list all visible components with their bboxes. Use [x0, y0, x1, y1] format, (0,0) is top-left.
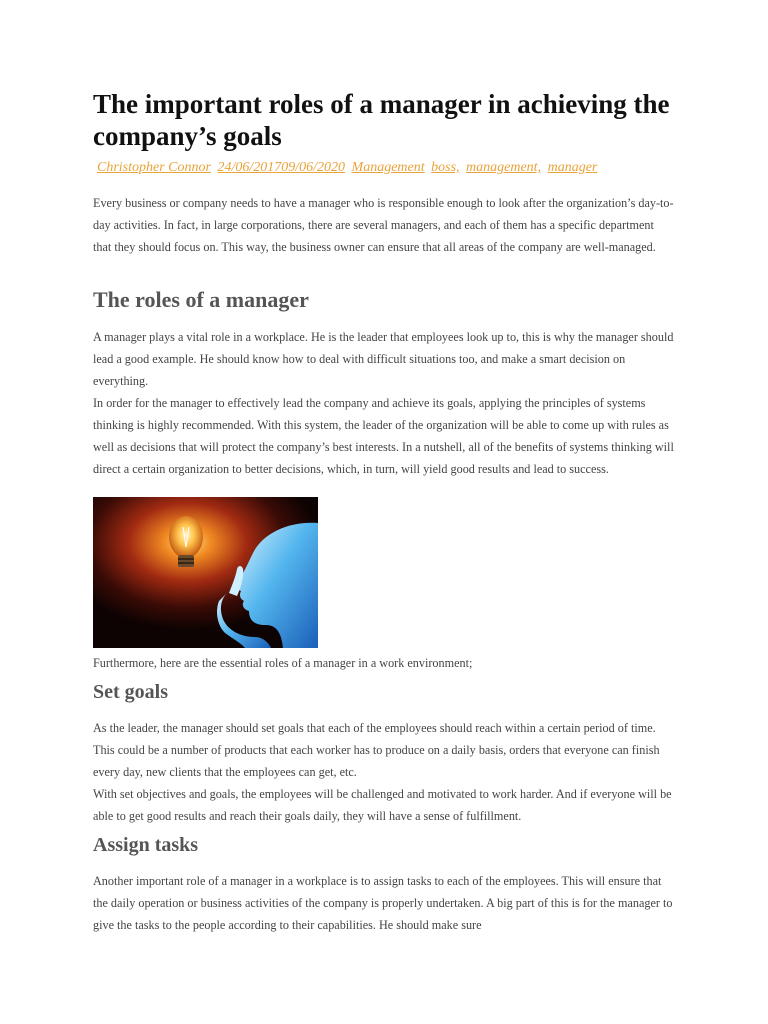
tag-link-boss[interactable]: boss, — [431, 160, 460, 175]
section-heading-roles: The roles of a manager — [93, 287, 309, 312]
date-link[interactable]: 24/06/201709/06/2020 — [217, 160, 346, 175]
roles-paragraph-2: In order for the manager to effectively lead the company and achieve its goals, applying the principles of systems thinking is highly recommended. With this system, the leader of the organization will be able to come up with rules as well as decisions that will protect the company’s best interests. In a nutshell, all of the benefits of systems thinking will direct a certain organization to better decisions, which, in turn, will yield good results and lead to success. — [93, 396, 674, 476]
category-link[interactable]: Management — [351, 160, 425, 175]
article-meta — [97, 159, 677, 177]
goals-paragraph-1: As the leader, the manager should set goals that each of the employees should reach within a certain period of time. This could be a number of products that each worker has to produce on a daily basis, orders that everyone can finish every day, new clients that the employees can get, etc. — [93, 721, 660, 779]
article-title: The important roles of a manager in achieving the company’s goals — [93, 89, 670, 151]
author-link[interactable]: Christopher Connor — [97, 160, 211, 175]
intro-paragraph: Every business or company needs to have a manager who is responsible enough to look after the organization’s day-to-day activities. In fact, in large corporations, there are several managers, and each of them has a specific department that they should focus on. This way, the business owner can ensure that all areas of the company are well-managed. — [93, 196, 674, 254]
thinking-person-lightbulb-image — [93, 497, 318, 648]
goals-paragraph-2: With set objectives and goals, the employees will be challenged and motivated to work harder. And if everyone will be able to get good results and reach their goals daily, they will have a sense of fulfillment. — [93, 787, 672, 823]
section-heading-set-goals: Set goals — [93, 681, 168, 703]
roles-paragraph-1: A manager plays a vital role in a workplace. He is the leader that employees look up to, this is why the manager should lead a good example. He should know how to deal with difficult situations too, and make a smart decision on everything. — [93, 330, 674, 388]
tasks-paragraph-1: Another important role of a manager in a workplace is to assign tasks to each of the employees. This will ensure that the daily operation or business activities of the company is properly undertaken. A big part of this is for the manager to give the tasks to the people according to their capabilities. He should make sure — [93, 874, 673, 932]
tag-link-management[interactable]: management, — [466, 160, 542, 175]
section-heading-assign-tasks: Assign tasks — [93, 834, 199, 856]
after-image-paragraph: Furthermore, here are the essential roles of a manager in a work environment; — [93, 656, 473, 670]
tag-link-manager[interactable]: manager — [547, 160, 598, 175]
